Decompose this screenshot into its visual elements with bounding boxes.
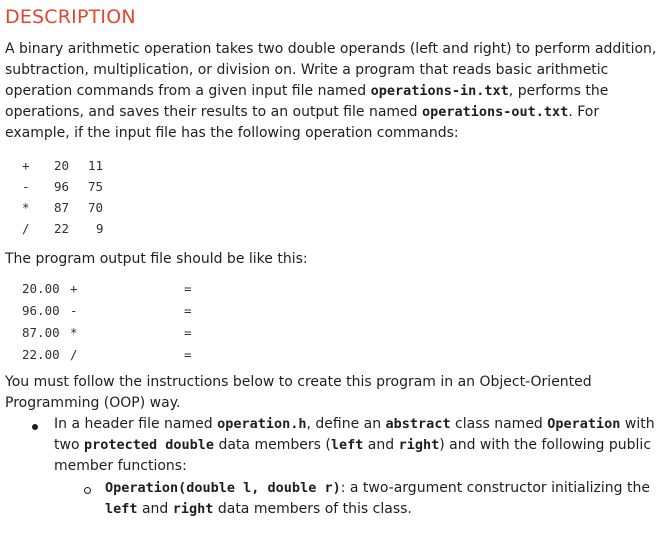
input-right: 70: [88, 200, 104, 215]
bullet-text: class named: [450, 416, 548, 432]
output-lines-block: [0, 278, 320, 368]
bullet-text: , define an: [306, 416, 386, 432]
input-op: +: [22, 158, 30, 173]
input-right: 11: [88, 158, 104, 173]
left-member: left: [330, 437, 364, 453]
input-right: 9: [96, 221, 104, 236]
output-op: +: [70, 281, 78, 296]
abstract-keyword: abstract: [385, 416, 451, 432]
input-op: *: [22, 200, 30, 215]
output-eq: =: [184, 281, 192, 296]
input-left: 96: [54, 179, 70, 194]
input-left: 87: [54, 200, 70, 215]
bullet-text: data members (: [214, 437, 331, 453]
output-left: 20.00: [22, 281, 60, 296]
input-right: 75: [88, 179, 104, 194]
bullet-text: with two: [54, 416, 655, 453]
output-left: 87.00: [22, 325, 60, 340]
sub-bullet-circle-icon: [84, 487, 91, 494]
bullet-dot-icon: [32, 424, 38, 430]
output-left: 96.00: [22, 303, 60, 318]
bullet-text: ) and with the following public member functions:: [54, 437, 652, 474]
bullet-item-operation-class: [54, 414, 658, 477]
output-op: /: [70, 347, 78, 362]
sub-bullet-constructor: [105, 478, 658, 520]
intro-text-3: . For example, if the input file has the following operation commands:: [5, 104, 600, 141]
input-left: 20: [54, 158, 70, 173]
input-op: /: [22, 221, 30, 236]
input-left: 22: [54, 221, 70, 236]
output-filename: operations-out.txt: [422, 104, 569, 120]
header-filename: operation.h: [217, 416, 307, 432]
bullet-text: and: [363, 437, 399, 453]
oop-paragraph: You must follow the instructions below to create this program in an Object-Oriented Programming (OOP) way.: [5, 374, 592, 411]
input-filename: operations-in.txt: [370, 83, 509, 99]
intro-paragraph: [5, 39, 657, 144]
input-commands-block: [0, 155, 140, 241]
output-eq: =: [184, 347, 192, 362]
right-member: right: [398, 437, 440, 453]
output-left: 22.00: [22, 347, 60, 362]
sub-bullet-text: and: [137, 501, 173, 517]
sub-bullet-text: : a two-argument constructor initializing the: [340, 480, 650, 496]
right-member: right: [172, 501, 214, 517]
output-eq: =: [184, 325, 192, 340]
intro-text-2: , performs the operations, and saves their results to an output file named: [5, 83, 609, 120]
output-op: -: [70, 303, 78, 318]
section-heading: DESCRIPTION: [5, 6, 136, 28]
left-member: left: [105, 501, 138, 517]
constructor-signature: Operation(double l, double r): [105, 480, 341, 496]
intro-text-1: A binary arithmetic operation takes two double operands (left and right) to perform addition, subtraction, multiplication, or division on. Write a program that reads basic arithmetic operation commands from a given input file named: [5, 41, 657, 99]
bullet-text: In a header file named: [54, 416, 218, 432]
sub-bullet-text: data members of this class.: [213, 501, 412, 517]
output-eq: =: [184, 303, 192, 318]
class-name: Operation: [547, 416, 621, 432]
output-intro: The program output file should be like this:: [5, 251, 308, 267]
protected-double-keyword: protected double: [83, 437, 215, 453]
output-op: *: [70, 325, 78, 340]
input-op: -: [22, 179, 30, 194]
